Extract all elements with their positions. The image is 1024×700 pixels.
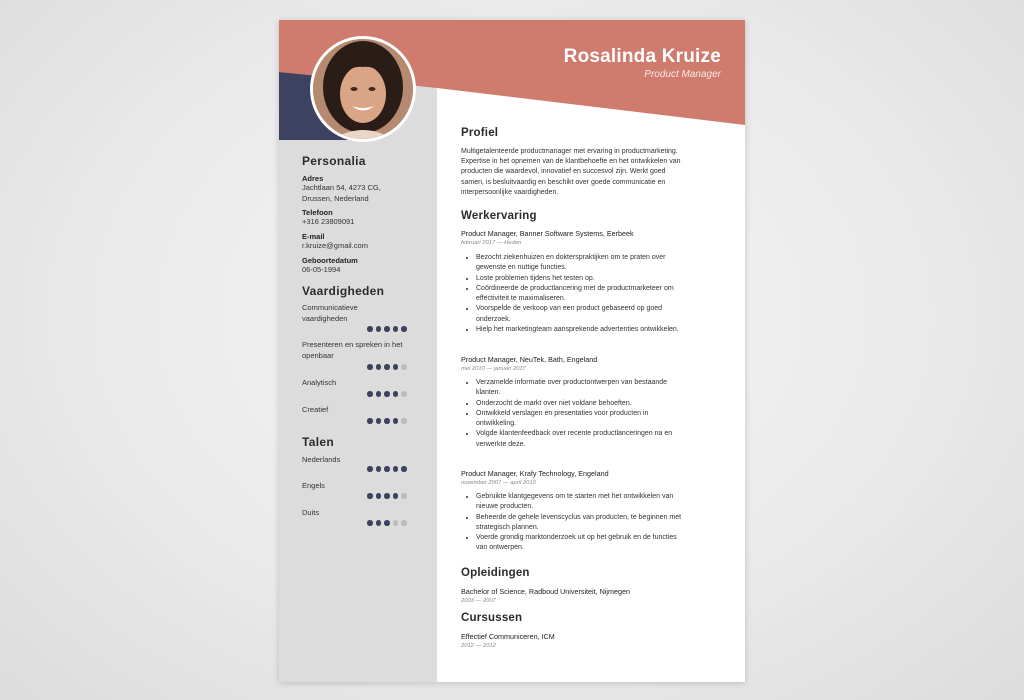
candidate-role: Product Manager [644,69,721,80]
list-item: • Verzamelde informatie over productontwerpen van bestaande klanten. [476,378,738,399]
skill-line: Communicatieve [302,303,358,312]
rating-dot-filled [393,493,399,499]
job-dates: november 2007 — april 2010 [461,480,536,486]
address-line-1: Jachtlaan 54, 4273 CG, [302,183,381,192]
list-item: • Volgde klantenfeedback over recente productlanceringen na en verwerkte deze. [476,429,738,450]
address-label: Adres [302,174,324,183]
experience-heading: Werkervaring [461,210,537,222]
job-title: Product Manager, NeuTek, Bath, Engeland [461,355,598,364]
rating-dot-filled [393,364,399,370]
rating-dot-filled [384,466,390,472]
rating-dot-empty [401,364,407,370]
rating-dot-filled [367,520,373,526]
rating-dot-filled [393,418,399,424]
skill-rating [367,391,410,398]
rating-dot-filled [376,364,382,370]
profile-text [461,147,721,198]
job-dates: februari 2017 — Heden [461,240,522,246]
skill-line: Analytisch [302,378,337,387]
skill-label [302,405,412,416]
language-rating [367,466,410,473]
rating-dot-empty [401,391,407,397]
phone-value: +316 23809091 [302,217,355,226]
job-title: Product Manager, Krafy Technology, Engeland [461,469,609,478]
rating-dot-filled [393,466,399,472]
skill-line: Creatief [302,405,329,414]
list-item: • Voerde grondig marktonderzoek uit op het gebruik en de functies van ontwerpen. [476,533,738,554]
skill-rating [367,418,410,425]
avatar [313,39,413,139]
rating-dot-filled [401,466,407,472]
rating-dot-empty [401,418,407,424]
job-title: Product Manager, Banner Software Systems, Eerbeek [461,229,634,238]
profile-photo [310,36,416,142]
phone-label: Telefoon [302,208,333,217]
birthdate-label: Geboortedatum [302,256,358,265]
language-label: Nederlands [302,455,341,464]
rating-dot-filled [367,364,373,370]
list-item: • Hielp het marketingteam aansprekende advertenties ontwikkelen. [476,325,738,335]
profile-line: samen, is besluitvaardig en beschikt over goede communicatie en [461,178,666,186]
rating-dot-filled [384,391,390,397]
list-item: • Gebruikte klantgegevens om te starten met het ontwikkelen van nieuwe producten. [476,492,738,513]
skill-line: openbaar [302,350,334,360]
profile-line: Expertise in het opnemen van de klantbehoefte en het ontwikkelen van [461,158,681,166]
rating-dot-filled [376,326,382,332]
personalia-heading: Personalia [302,154,366,168]
skill-label [302,378,412,389]
rating-dot-filled [384,326,390,332]
address-line-2: Drussen, Nederland [302,193,369,203]
rating-dot-filled [376,418,382,424]
rating-dot-filled [401,326,407,332]
rating-dot-filled [367,466,373,472]
skill-line: Presenteren en spreken in het [302,340,403,349]
rating-dot-filled [367,326,373,332]
language-rating [367,493,410,500]
rating-dot-filled [367,391,373,397]
education-title: Bachelor of Science, Radboud Universiteit, Nijmegen [461,587,630,596]
job-bullets [461,492,738,554]
course-dates: 2012 — 2012 [461,643,496,649]
languages-heading: Talen [302,435,334,449]
skill-rating [367,326,410,333]
language-rating [367,520,410,527]
job-bullets [461,253,738,335]
rating-dot-filled [384,364,390,370]
rating-dot-filled [376,391,382,397]
rating-dot-filled [376,520,382,526]
rating-dot-empty [401,520,407,526]
list-item: • Loste problemen tijdens het testen op. [476,274,738,284]
email-value: r.kruize@gmail.com [302,241,368,250]
email-label: E-mail [302,232,325,241]
list-item: • Beheerde de gehele levenscyclus van producten, te beginnen met strategisch plannen. [476,513,738,534]
skill-line: vaardigheden [302,313,348,323]
language-label: Engels [302,481,325,490]
skills-heading: Vaardigheden [302,284,385,298]
profile-line: interpersoonlijke vaardigheden. [461,188,559,196]
job-dates: mei 2010 — januari 2017 [461,366,526,372]
education-heading: Opleidingen [461,567,530,579]
candidate-name: Rosalinda Kruize [563,46,721,67]
courses-heading: Cursussen [461,612,523,624]
rating-dot-filled [367,493,373,499]
job-bullets [461,378,738,450]
list-item: • Coördineerde de productlancering met de productmarketeer om effectiviteit te maximaliseren. [476,284,738,305]
course-title: Effectief Communiceren, ICM [461,632,555,641]
list-item: • Bezocht ziekenhuizen en dokterspraktijken om te praten over gewenste en nuttige functies. [476,253,738,274]
rating-dot-filled [384,493,390,499]
rating-dot-empty [401,493,407,499]
rating-dot-filled [384,418,390,424]
profile-line: Multigetalenteerde productmanager met ervaring in productmarketing. [461,148,678,155]
education-dates: 2003 — 2007 [461,598,496,604]
language-label: Duits [302,508,320,517]
rating-dot-filled [393,326,399,332]
rating-dot-filled [393,391,399,397]
profile-heading: Profiel [461,127,499,139]
list-item: • Ontwikkeld verslagen en presentaties voor producten in ontwikkeling. [476,409,738,430]
list-item: • Onderzocht de markt over niet voldane behoeften. [476,399,738,409]
skill-rating [367,364,410,371]
rating-dot-filled [376,493,382,499]
list-item: • Voorspelde de verkoop van een product gebaseerd op goed onderzoek. [476,304,738,325]
rating-dot-filled [367,418,373,424]
rating-dot-filled [376,466,382,472]
profile-line: producten die waardevol, innovatief en succesvol zijn. Werkt goed [461,168,666,176]
rating-dot-filled [384,520,390,526]
skill-label [302,340,412,361]
resume-page [279,20,745,682]
skill-label [302,303,412,324]
birthdate-value: 06-05-1994 [302,265,341,274]
rating-dot-empty [393,520,399,526]
